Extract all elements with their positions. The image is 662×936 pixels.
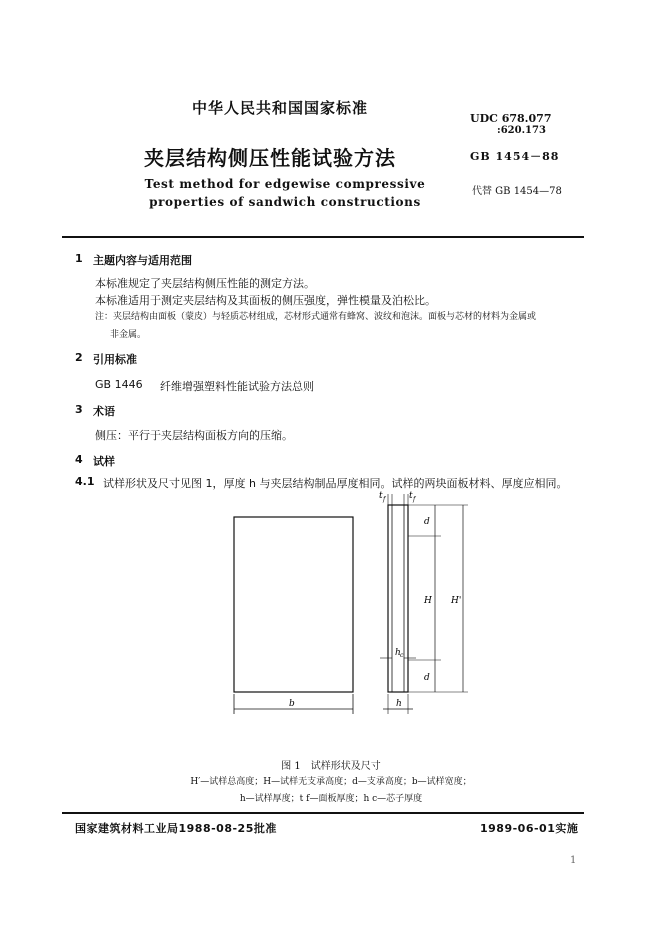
label-tf-left: t: [379, 491, 383, 501]
section-1-number: 1: [75, 252, 83, 265]
section-4-title: 试样: [93, 455, 115, 468]
label-tf-left-sub: f: [383, 496, 386, 503]
label-H: H: [424, 596, 432, 606]
label-tf-right: t: [409, 491, 413, 501]
label-b: b: [289, 699, 295, 709]
footer-divider: [62, 812, 584, 814]
udc-code-line1: UDC 678.077: [470, 112, 552, 125]
header-divider: [62, 236, 584, 238]
reference-code: GB 1446: [95, 378, 143, 391]
specimen-figure: [225, 488, 475, 720]
specimen-front-view: [234, 517, 353, 692]
label-h: h: [396, 699, 402, 709]
section-3-number: 3: [75, 403, 83, 416]
section-1-note-line1: 注：夹层结构由面板（蒙皮）与轻质芯材组成，芯材形式通常有蜂窝、波纹和泡沫。面板与芯材的材料为金属或: [95, 312, 537, 322]
effective-date: 1989-06-01实施: [480, 822, 579, 835]
section-4-number: 4: [75, 453, 83, 466]
approval-info: 国家建筑材料工业局1988-08-25批准: [75, 822, 277, 835]
udc-code-line2: :620.173: [497, 125, 546, 136]
term-definition: 侧压：平行于夹层结构面板方向的压缩。: [95, 429, 293, 442]
specimen-side-view: [388, 505, 408, 692]
section-1-note-line2: 非金属。: [110, 330, 147, 340]
label-d-bottom: d: [424, 673, 430, 683]
reference-title: 纤维增强塑料性能试验方法总则: [160, 380, 314, 393]
gb-number: GB 1454－88: [470, 150, 560, 163]
section-1-para-1: 本标准规定了夹层结构侧压性能的测定方法。: [95, 277, 315, 290]
document-title-en-line2: properties of sandwich constructions: [149, 195, 421, 209]
label-hc: h: [395, 648, 401, 658]
clause-4-1-text: 试样形状及尺寸见图 1，厚度 h 与夹层结构制品厚度相同。试样的两块面板材料、厚度应相同。: [103, 477, 568, 490]
label-H-prime: H': [451, 596, 462, 606]
clause-4-1-number: 4.1: [75, 475, 95, 488]
figure-caption: 图 1 试样形状及尺寸: [281, 761, 381, 772]
section-1-title: 主题内容与适用范围: [93, 254, 192, 267]
section-2-title: 引用标准: [93, 353, 137, 366]
section-2-number: 2: [75, 351, 83, 364]
page-number: 1: [570, 855, 577, 866]
figure-legend-line2: h—试样厚度；t f—面板厚度；h c—芯子厚度: [239, 794, 423, 804]
label-hc-sub: c: [400, 652, 404, 659]
section-1-para-2: 本标准适用于测定夹层结构及其面板的侧压强度，弹性模量及泊松比。: [95, 294, 436, 307]
label-d-top: d: [424, 517, 430, 527]
document-title-cn: 夹层结构侧压性能试验方法: [144, 146, 396, 170]
document-title-en-line1: Test method for edgewise compressive: [144, 177, 426, 191]
section-3-title: 术语: [93, 405, 115, 418]
replaces-standard: 代替 GB 1454—78: [472, 186, 562, 197]
label-tf-right-sub: f: [413, 496, 416, 503]
standard-org-title: 中华人民共和国国家标准: [191, 99, 368, 117]
figure-legend-line1: H′—试样总高度；H—试样无支承高度；d—支承高度；b—试样宽度；: [190, 777, 472, 787]
